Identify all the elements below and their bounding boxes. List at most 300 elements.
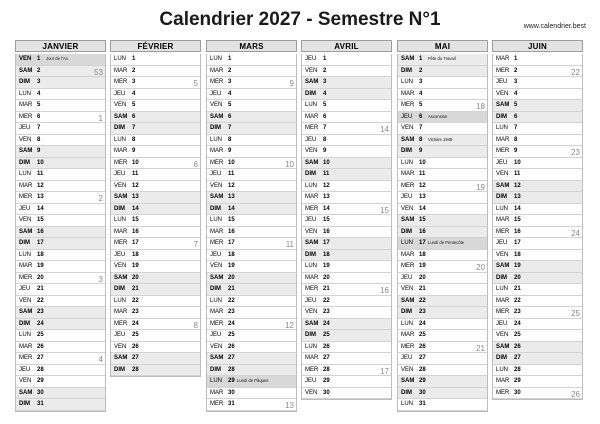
weekday-label: VEN [305,228,318,235]
day-row [111,158,200,170]
day-number: 6 [514,113,518,120]
weekday-label: DIM [19,401,30,407]
day-row [302,146,391,158]
day-row [493,388,582,400]
page-title: Calendrier 2027 - Semestre N°1 [159,9,441,30]
weekday-label: SAM [114,355,128,361]
day-row [111,204,200,216]
day-row [493,284,582,296]
week-number: 9 [289,79,294,88]
day-row [398,330,487,342]
day-number: 1 [419,56,423,62]
day-row [207,227,296,239]
day-number: 23 [132,309,139,315]
day-number: 17 [37,240,44,246]
day-row [493,342,582,354]
day-number: 6 [132,113,136,120]
day-number: 10 [419,159,426,166]
day-number: 24 [419,320,426,327]
day-row [398,238,487,250]
day-number: 13 [228,194,235,200]
weekday-label: SAM [401,297,415,304]
day-row [16,238,105,250]
day-list [301,54,392,400]
weekday-label: LUN [401,240,414,246]
day-number: 28 [419,366,426,373]
weekday-label: JEU [496,240,508,246]
day-number: 3 [323,79,327,85]
weekday-label: MER [210,159,224,166]
day-number: 13 [419,194,426,200]
weekday-label: MAR [401,332,415,338]
weekday-label: MER [401,263,415,269]
day-number: 13 [323,194,330,200]
weekday-label: JEU [496,320,508,327]
weekday-label: MER [114,79,128,85]
weekday-label: SAM [19,148,33,154]
weekday-label: VEN [496,90,509,97]
weekday-label: DIM [210,205,221,212]
day-row [493,227,582,239]
day-number: 6 [323,113,327,120]
day-row [207,261,296,273]
month-header: AVRIL [301,40,392,52]
day-number: 22 [419,297,426,304]
day-row [16,181,105,193]
day-row [111,284,200,296]
day-row [398,66,487,78]
day-number: 8 [419,136,423,143]
day-row [16,250,105,262]
day-row [111,330,200,342]
day-row [302,204,391,216]
weekday-label: JEU [401,274,413,281]
weekday-label: SAM [496,343,510,350]
day-number: 24 [228,320,235,327]
day-number: 17 [323,240,330,246]
day-row [493,250,582,262]
day-number: 11 [323,171,330,177]
day-number: 23 [228,309,235,315]
day-number: 27 [514,355,521,361]
day-row [111,77,200,89]
day-number: 10 [514,159,521,166]
weekday-label: VEN [401,286,414,292]
week-number: 10 [285,159,294,169]
weekday-label: DIM [19,79,30,85]
day-row [111,215,200,227]
weekday-label: VEN [305,309,318,315]
day-row [493,273,582,285]
day-number: 3 [37,79,41,85]
day-row [398,342,487,354]
weekday-label: MAR [496,56,510,62]
day-row [207,307,296,319]
day-number: 22 [228,297,235,304]
day-row [111,307,200,319]
day-row [111,365,200,377]
day-row [16,273,105,285]
week-number: 22 [571,67,580,77]
weekday-label: VEN [114,263,127,269]
day-number: 27 [228,355,235,361]
weekday-label: MER [496,148,510,154]
weekday-label: SAM [496,102,510,108]
weekday-label: JEU [210,332,222,338]
day-number: 20 [37,274,44,281]
weekday-label: MAR [210,309,224,315]
weekday-label: LUN [19,90,32,97]
weekday-label: DIM [496,274,507,281]
day-row [207,66,296,78]
day-number: 16 [323,228,330,235]
day-row [493,123,582,135]
weekday-label: MER [210,320,224,327]
weekday-label: MER [496,309,510,315]
week-number: 8 [193,320,198,330]
day-row [111,192,200,204]
weekday-label: MER [305,125,319,131]
day-row [207,238,296,250]
day-row [16,365,105,377]
weekday-label: SAM [19,309,33,315]
day-number: 11 [514,171,521,177]
day-row [111,100,200,112]
weekday-label: DIM [114,205,125,212]
day-row [302,135,391,147]
day-number: 20 [514,274,521,281]
day-row [16,112,105,124]
day-number: 4 [37,90,41,97]
day-row [493,365,582,377]
weekday-label: SAM [114,194,128,200]
weekday-label: MER [401,343,415,350]
weekday-label: DIM [305,251,316,258]
day-row [398,388,487,400]
day-row [111,261,200,273]
day-number: 12 [228,182,235,189]
day-row [302,319,391,331]
day-number: 29 [323,378,330,384]
day-row [16,330,105,342]
weekday-label: VEN [19,378,32,384]
day-number: 20 [228,274,235,281]
weekday-label: MER [19,194,33,200]
day-number: 10 [228,159,235,166]
day-row [302,77,391,89]
weekday-label: VEN [401,125,414,131]
day-number: 29 [419,378,426,384]
week-number: 7 [193,240,198,249]
weekday-label: DIM [19,240,30,246]
weekday-label: LUN [496,366,509,373]
day-number: 5 [514,102,518,108]
weekday-label: DIM [401,148,412,154]
weekday-label: SAM [496,263,510,269]
weekday-label: MER [210,240,224,246]
day-row [398,54,487,66]
day-number: 5 [323,102,327,108]
day-number: 18 [514,251,521,258]
weekday-label: JEU [19,286,31,292]
weekday-label: LUN [401,79,414,85]
weekday-label: MAR [114,148,128,154]
day-row [493,54,582,66]
day-row [111,296,200,308]
month-column [110,40,201,377]
day-row [302,169,391,181]
weekday-label: MAR [305,274,319,281]
weekday-label: VEN [114,182,127,189]
day-row [493,181,582,193]
day-row [302,296,391,308]
day-row [493,296,582,308]
day-row [16,89,105,101]
weekday-label: VEN [210,343,223,350]
day-row [16,399,105,411]
weekday-label: MER [305,366,319,373]
day-number: 22 [514,297,521,304]
holiday-label: Victoire 1945 [428,136,453,142]
weekday-label: VEN [114,102,127,108]
weekday-label: LUN [114,136,127,143]
day-number: 23 [37,309,44,315]
day-row [493,376,582,388]
weekday-label: DIM [401,389,412,396]
day-number: 26 [37,343,44,350]
day-row [207,204,296,216]
day-row [16,353,105,365]
day-row [207,181,296,193]
day-list [110,54,201,377]
day-number: 23 [419,309,426,315]
weekday-label: JEU [401,355,413,361]
day-row [111,146,200,158]
day-row [398,135,487,147]
day-row [493,261,582,273]
day-number: 1 [37,56,41,62]
weekday-label: LUN [19,332,32,338]
week-number: 19 [476,182,485,192]
weekday-label: VEN [19,217,32,223]
day-row [398,399,487,411]
day-number: 20 [323,274,330,281]
weekday-label: DIM [401,67,412,74]
weekday-label: SAM [114,113,128,120]
day-row [207,296,296,308]
day-number: 22 [37,297,44,304]
day-number: 1 [323,56,327,62]
day-number: 27 [132,355,139,361]
day-number: 28 [132,366,139,373]
day-row [302,192,391,204]
day-number: 4 [419,90,423,97]
day-row [16,284,105,296]
day-number: 6 [419,113,423,120]
day-number: 25 [37,332,44,338]
day-number: 9 [323,148,327,154]
day-list [15,54,106,412]
weekday-label: MAR [496,378,510,384]
day-number: 4 [514,90,518,97]
day-row [16,296,105,308]
day-number: 21 [228,286,235,292]
weekday-label: MER [114,159,128,166]
weekday-label: LUN [401,320,414,327]
day-row [111,181,200,193]
day-number: 16 [419,228,426,235]
day-number: 9 [419,148,423,154]
weekday-label: SAM [305,320,319,327]
weekday-label: SAM [305,240,319,246]
day-row [207,250,296,262]
weekday-label: MER [114,240,128,246]
day-number: 5 [419,102,423,108]
day-number: 14 [37,205,44,212]
day-row [16,192,105,204]
day-list [492,54,583,400]
weekday-label: MER [19,113,33,120]
day-row [398,112,487,124]
day-row [493,204,582,216]
day-number: 17 [514,240,521,246]
day-row [111,319,200,331]
day-number: 31 [419,401,426,407]
weekday-label: MAR [305,194,319,200]
day-row [16,342,105,354]
weekday-label: DIM [496,113,507,120]
day-number: 8 [228,136,232,143]
day-number: 31 [37,401,44,407]
weekday-label: MAR [496,297,510,304]
day-number: 29 [228,378,235,384]
weekday-label: LUN [305,343,318,350]
day-row [398,353,487,365]
month-column [206,40,297,412]
holiday-label: Jour de l'An [46,56,68,61]
day-row [302,227,391,239]
weekday-label: MER [496,389,510,396]
day-list [206,54,297,412]
day-row [302,376,391,388]
day-number: 3 [132,79,136,85]
weekday-label: VEN [401,205,414,212]
day-number: 26 [132,343,139,350]
day-number: 23 [323,309,330,315]
day-number: 15 [514,217,521,223]
weekday-label: SAM [114,274,128,281]
day-number: 13 [132,194,139,200]
day-row [207,135,296,147]
day-number: 1 [132,56,136,62]
day-number: 7 [419,125,423,131]
day-number: 26 [419,343,426,350]
day-row [493,353,582,365]
day-number: 18 [132,251,139,258]
weekday-label: DIM [210,286,221,292]
day-row [398,215,487,227]
day-number: 15 [323,217,330,223]
day-row [398,192,487,204]
day-number: 14 [419,205,426,212]
day-row [398,181,487,193]
day-number: 21 [37,286,44,292]
day-number: 21 [419,286,426,292]
day-row [398,169,487,181]
weekday-label: LUN [210,56,223,62]
day-number: 9 [132,148,136,154]
day-row [493,215,582,227]
day-row [302,284,391,296]
day-number: 30 [419,389,426,396]
weekday-label: SAM [496,182,510,189]
day-row [16,146,105,158]
weekday-label: JEU [496,159,508,166]
day-number: 11 [37,171,44,177]
day-number: 6 [228,113,232,120]
day-row [16,100,105,112]
weekday-label: LUN [114,56,127,62]
day-number: 8 [132,136,136,143]
day-row [302,238,391,250]
day-row [207,158,296,170]
day-number: 6 [37,113,41,120]
day-row [16,77,105,89]
day-number: 31 [228,401,235,407]
weekday-label: JEU [19,125,31,131]
day-number: 27 [419,355,426,361]
day-row [111,250,200,262]
week-number: 6 [193,159,198,169]
day-number: 14 [323,205,330,212]
day-row [302,66,391,78]
weekday-label: LUN [496,286,509,292]
day-number: 13 [37,194,44,200]
day-number: 24 [132,320,139,327]
day-number: 5 [37,102,41,108]
holiday-label: Lundi de Pâques [237,378,269,383]
weekday-label: SAM [210,113,224,120]
day-row [111,123,200,135]
weekday-label: SAM [305,159,319,166]
day-number: 1 [514,56,518,62]
day-row [111,54,200,66]
weekday-label: JEU [305,56,317,62]
weekday-label: SAM [401,136,415,143]
day-row [16,54,105,66]
weekday-label: VEN [496,171,509,177]
weekday-label: MAR [19,263,33,269]
weekday-label: VEN [210,182,223,189]
day-number: 25 [419,332,426,338]
day-number: 30 [228,389,235,396]
day-row [493,66,582,78]
weekday-label: MER [496,67,510,74]
day-row [398,123,487,135]
weekday-label: LUN [496,205,509,212]
weekday-label: SAM [19,67,33,74]
day-row [398,273,487,285]
weekday-label: MAR [210,228,224,235]
day-number: 19 [228,263,235,269]
weekday-label: VEN [496,251,509,258]
weekday-label: JEU [210,90,222,97]
day-number: 22 [132,297,139,304]
month-header: MARS [206,40,297,52]
day-number: 11 [132,171,139,177]
day-number: 24 [37,320,44,327]
weekday-label: SAM [210,194,224,200]
